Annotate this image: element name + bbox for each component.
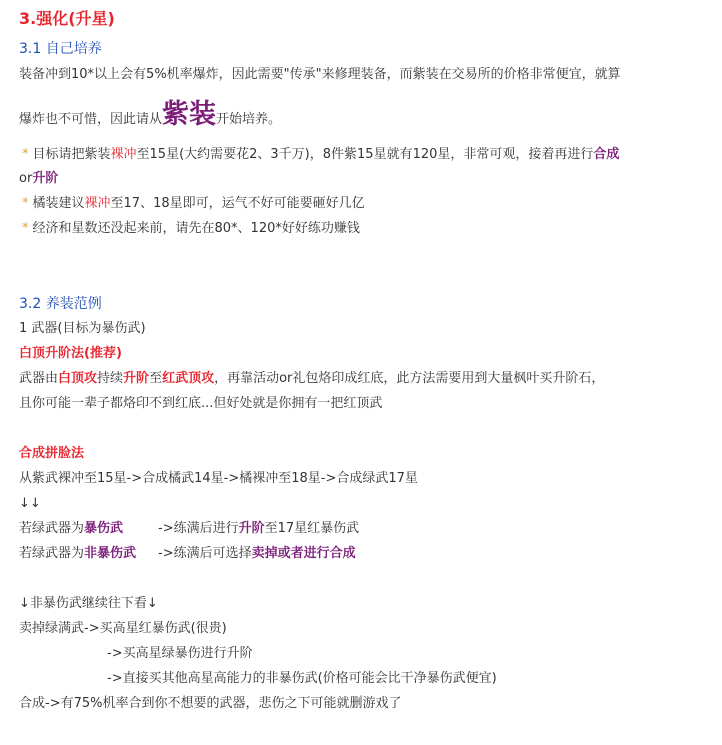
method-heading: 合成拼脸法 [19,446,85,461]
text-line: 从紫武裸冲至15星->合成橘武14星->橘裸冲至18星->合成绿武17星 [19,471,418,486]
text-line: 合成->有75%机率合到你不想要的武器，悲伤之下可能就删游戏了 [19,696,402,711]
text-line: 卖掉绿满武->买高星红暴伤武(很贵) [19,621,227,636]
bullet-item: * 经济和星数还没起来前，请先在80*、120*好好练功赚钱 [22,221,360,236]
subsection-title-examples: 3.2 养装范例 [19,296,102,312]
bullet-item: * 橘装建议裸冲至17、18星即可，运气不好可能要砸好几亿 [22,196,365,211]
star-bullet-icon: * [22,147,29,162]
text-line-indented: ->直接买其他高星高能力的非暴伤武(价格可能会比干净暴伤武便宜) [107,671,497,686]
text-line-indented: ->买高星绿暴伤进行升阶 [107,646,253,661]
text-line: 若绿武器为非暴伤武 ->练满后可选择卖掉或者进行合成 [19,546,356,561]
arrow-line: ↓↓ [19,496,41,511]
bullet-item: * 目标请把紫装裸冲至15星(大约需要花2、3千万)，8件紫15星就有120星，非常可观，接着再进行合成 [22,147,620,162]
paragraph-line: 爆炸也不可惜，因此请从紫装开始培养。 [19,99,282,130]
section-title-enhance: 3.强化(升星) [19,9,115,28]
text-line: 武器由白顶攻持续升阶至红武顶攻，再靠活动or礼包烙印成红底，此方法需要用到大量枫叶买升阶石， [19,371,605,386]
bullet-item-continued: or升阶 [19,171,59,186]
text-line: 且你可能一辈子都烙印不到红底...但好处就是你拥有一把红顶武 [19,396,383,411]
subsection-title-self-train: 3.1 自己培养 [19,41,102,57]
paragraph-line: 装备冲到10*以上会有5%机率爆炸，因此需要"传承"来修理装备，而紫装在交易所的价格非常便宜，就算 [19,67,621,82]
text-line: 1 武器(目标为暴伤武) [19,321,146,336]
method-heading: 白顶升阶法(推荐) [19,346,122,361]
star-bullet-icon: * [22,221,29,236]
purple-gear-highlight: 紫装 [162,99,217,130]
star-bullet-icon: * [22,196,29,211]
text-line: ↓非暴伤武继续往下看↓ [19,596,158,611]
text-line: 若绿武器为暴伤武 ->练满后进行升阶至17星红暴伤武 [19,521,360,536]
